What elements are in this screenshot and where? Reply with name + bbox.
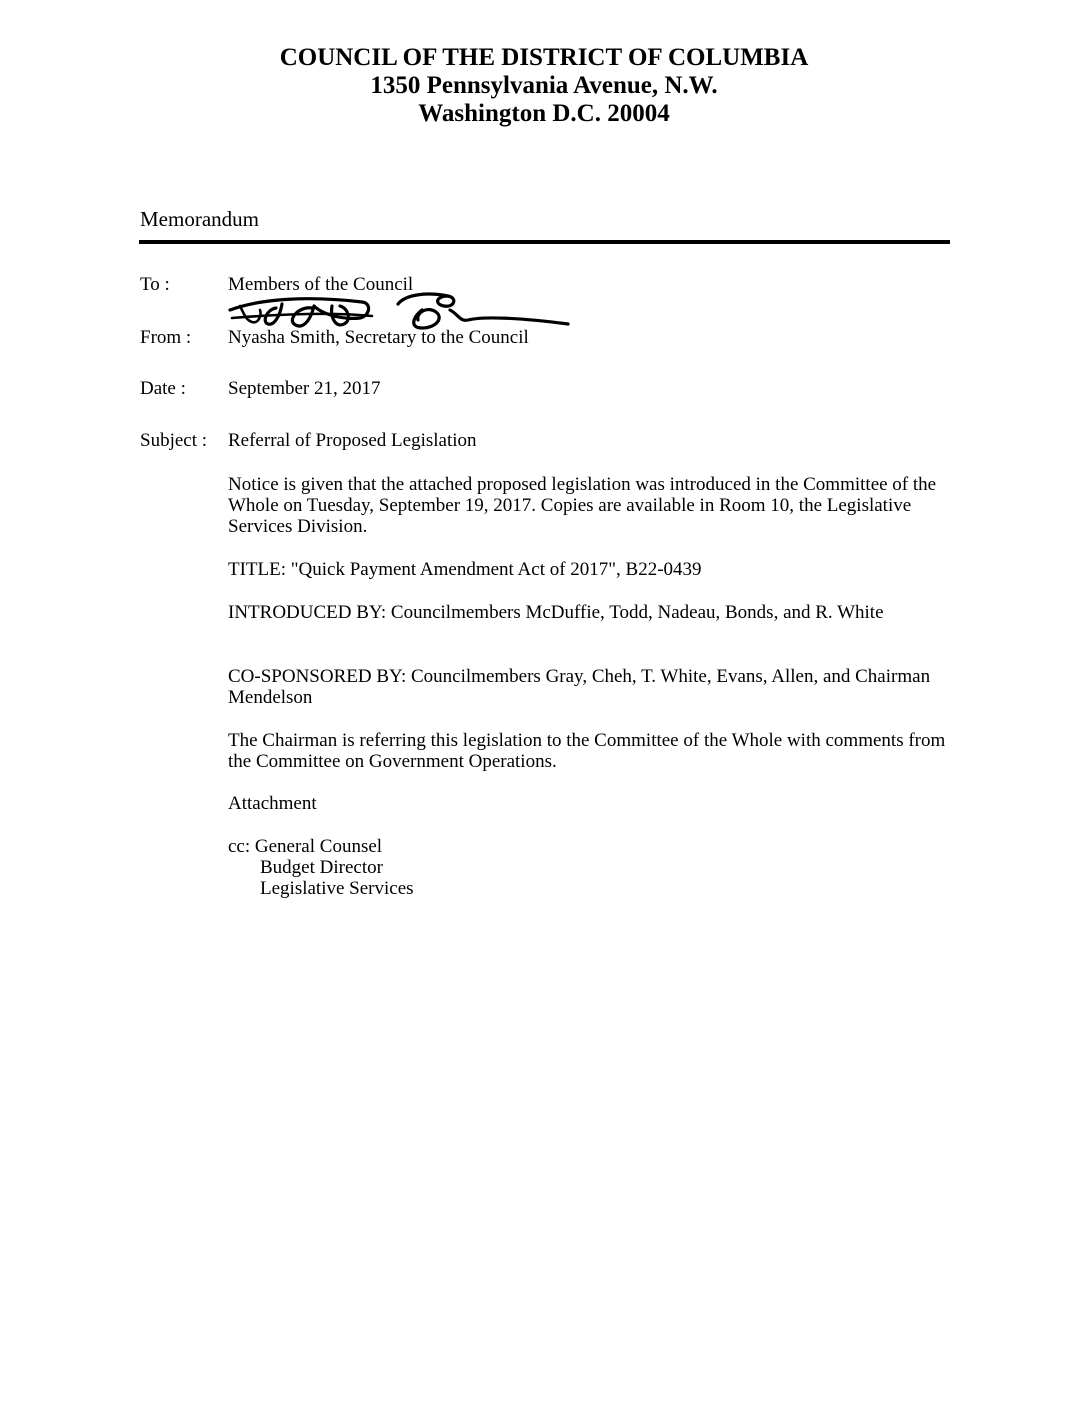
letterhead-organization: COUNCIL OF THE DISTRICT OF COLUMBIA [279,44,809,71]
from-value: Nyasha Smith, Secretary to the Council [228,327,529,348]
subject-label: Subject : [140,430,208,451]
date-value: September 21, 2017 [228,378,381,399]
header-divider [139,240,950,244]
memo-title: Memorandum [140,207,259,231]
from-label: From : [140,327,192,348]
cc-recipient: Legislative Services [260,878,414,899]
bill-title: TITLE: "Quick Payment Amendment Act of 2017", B22-0439 [228,559,702,580]
date-label: Date : [140,378,186,399]
letterhead [0,44,1088,128]
co-sponsored-by: CO-SPONSORED BY: Councilmembers Gray, Cheh, T. White, Evans, Allen, and Chairman Mendelson [228,666,931,708]
referral-paragraph: The Chairman is referring this legislation to the Committee of the Whole with comments from the Committee on Government Operations. [228,730,946,772]
cc-recipient: Budget Director [260,857,383,878]
subject-value: Referral of Proposed Legislation [228,430,477,451]
letterhead-city: Washington D.C. 20004 [418,100,670,127]
notice-paragraph: Notice is given that the attached proposed legislation was introduced in the Committee of the Whole on Tuesday, September 19, 2017. Copies are available in Room 10, the Legislative Services Division. [228,474,937,537]
attachment-note: Attachment [228,793,317,814]
to-value: Members of the Council [228,274,414,295]
to-label: To : [140,274,170,295]
letterhead-street: 1350 Pennsylvania Avenue, N.W. [370,72,718,99]
cc-line: cc: General Counsel [228,836,383,857]
introduced-by: INTRODUCED BY: Councilmembers McDuffie, Todd, Nadeau, Bonds, and R. White [228,602,884,623]
